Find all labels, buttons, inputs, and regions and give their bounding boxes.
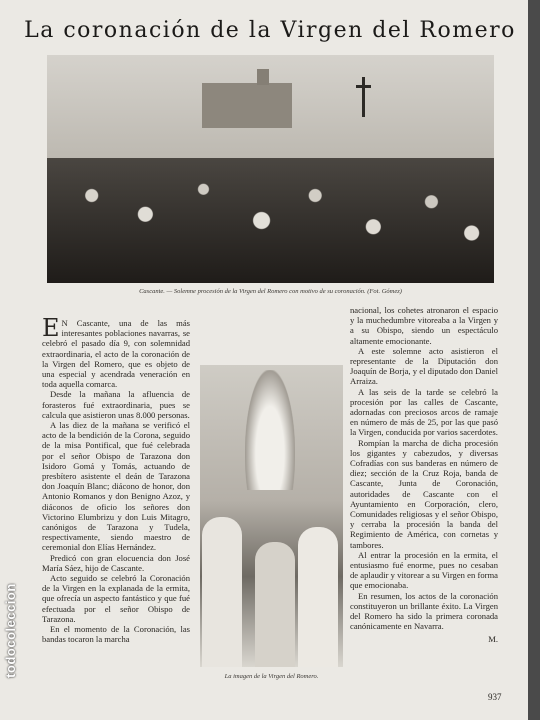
virgin-photo-caption: La imagen de la Virgen del Romero. [224, 673, 319, 680]
paragraph-9: A las seis de la tarde se celebró la procesión por las calles de Cascante, adornadas con preciosos arcos de ramaje en número de más de 25, por las que pasó la Virgen, conducida por varios sacerdotes. [350, 386, 498, 438]
article-column-right [350, 305, 498, 644]
priest-figure [255, 542, 295, 667]
crowd [47, 158, 494, 283]
procession-photo [47, 55, 494, 283]
drop-cap: E [42, 314, 60, 342]
paragraph-1: E N Cascante, una de las más interesantes poblaciones navarras, se celebró el pasado día 9, con solemnidad extraordinaria, el acto de la coronación de la Virgen del Romero, que es objeto de una especial y acendrada veneración en toda aquella comarca. [42, 314, 190, 390]
paragraph-2: Desde la mañana la afluencia de forasteros fué extraordinaria, pues se calcula que asistieron unas 8.000 personas. [42, 389, 190, 420]
procession-photo-caption: Cascante. — Solemne procesión de la Virgen del Romero con motivo de su coronación. (Fot. Gómez) [139, 288, 402, 295]
virgin-statue [245, 370, 295, 490]
page-number: 937 [488, 692, 502, 702]
article-column-left [42, 314, 190, 645]
hermitage-building [202, 83, 292, 128]
processional-cross [362, 77, 365, 117]
virgin-image-photo [200, 365, 343, 667]
paragraph-3: A las diez de la mañana se verificó el acto de la bendición de la Corona, seguido de la misa Pontifical, que fué celebrada por el señor Obispo de Tarazona don Isidoro Gomá y Tomás, actuando de presbítero asistente el deán de Tarazona don Joaquín Blanc; diácono de honor, don Antonio Romanos y don Benigno Azoz, y diáconos de oficio los señores don Victorino Elumbrizu y don Luis Mitagro, canónigos de Tarazona y Tudela, respectivamente, siendo maestro de ceremonial don Elías Hernández. [42, 420, 190, 553]
paragraph-6: En el momento de la Coronación, las bandas tocaron la marcha [42, 624, 190, 645]
paragraph-7: nacional, los cohetes atronaron el espacio y la muchedumbre vitoreaba a la Virgen y a su Obispo, siendo un espectáculo altamente emocionante. [350, 305, 498, 346]
paragraph-4: Predicó con gran elocuencia don José María Sáez, hijo de Cascante. [42, 552, 190, 573]
priest-figure [202, 517, 242, 667]
paragraph-8: A este solemne acto asistieron el representante de la Diputación don Joaquín de Borja, y el diputado don Daniel Arraiza. [350, 345, 498, 387]
priest-figure [298, 527, 338, 667]
page-edge [528, 0, 540, 720]
watermark: todocoleccion [2, 582, 18, 678]
page-title: La coronación de la Virgen del Romero [24, 18, 516, 43]
paragraph-11: Al entrar la procesión en la ermita, el entusiasmo fué enorme, pues no cesaban de aplaudir y vitorear a su Virgen en forma que emocionaba. [350, 549, 498, 591]
paragraph-5: Acto seguido se celebró la Coronación de la Virgen en la explanada de la ermita, que ofrecía un aspecto fantástico y que fué efectuada por el señor Obispo de Tarazona. [42, 573, 190, 624]
paragraph-12: En resumen, los actos de la coronación constituyeron un brillante éxito. La Virgen del Romero ha sido la primera coronada canónicamente en Navarra. [350, 590, 498, 632]
paragraph-10: Rompían la marcha de dicha procesión los gigantes y cabezudos, y diversas Cofradías con sus banderas en número de diez; sección de la Cruz Roja, banda de Cascante, Junta de Coronación, autoridades de Cascante con el Ayuntamiento en Corporación, clero, Comunidades religiosas y el señor Obispo, y cerraba la procesión la banda del Regimiento de América, con cornetas y tambores. [350, 437, 498, 550]
author-signature: M. [488, 633, 498, 644]
